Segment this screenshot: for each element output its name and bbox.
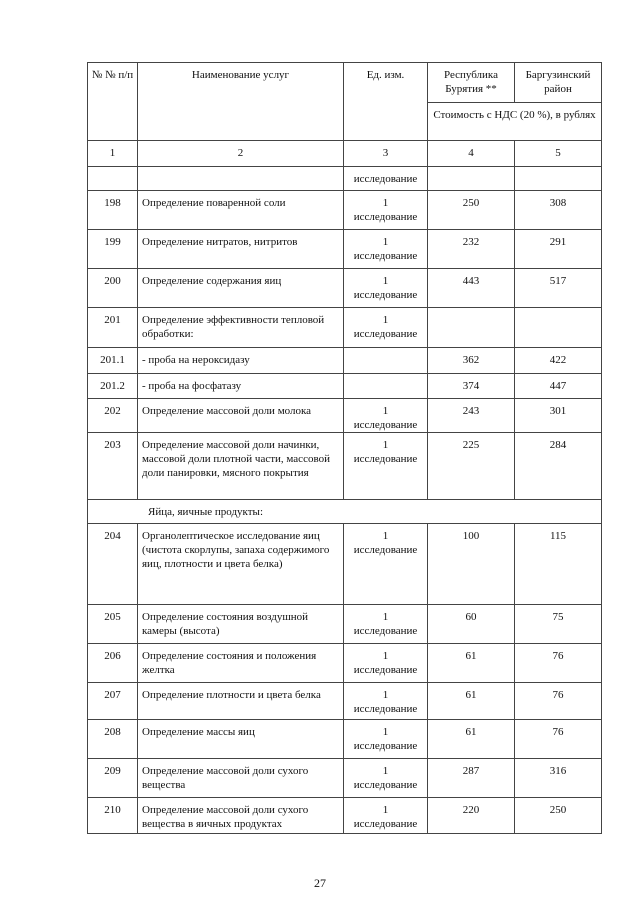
service-name	[138, 374, 344, 399]
price-republic-text	[428, 308, 514, 313]
row-number-text: 207	[104, 689, 121, 701]
price-republic	[428, 230, 515, 269]
unit-label: исследование	[353, 703, 418, 715]
row-number	[88, 191, 138, 230]
table-row	[88, 191, 602, 230]
row-number	[88, 433, 138, 500]
price-district-text	[515, 308, 601, 313]
price-republic	[428, 374, 515, 399]
price-republic	[428, 524, 515, 605]
price-district-text: 75	[552, 611, 564, 623]
row-number	[88, 798, 138, 834]
section-title: Яйца, яичные продукты:	[88, 500, 602, 524]
price-district-text: 76	[552, 726, 564, 738]
table-row	[88, 230, 602, 269]
unit-label: исследование	[353, 625, 418, 637]
service-name	[138, 230, 344, 269]
unit-quantity: 1	[382, 611, 389, 623]
price-district	[515, 230, 602, 269]
unit-cell	[344, 524, 428, 605]
table-row	[88, 167, 602, 191]
table-row	[88, 348, 602, 374]
table-row	[88, 524, 602, 605]
col-number-3: 3	[344, 141, 428, 167]
price-republic	[428, 759, 515, 798]
price-republic-text: 287	[462, 765, 480, 777]
price-republic-text: 220	[462, 804, 480, 816]
price-republic	[428, 191, 515, 230]
unit-cell	[344, 605, 428, 644]
unit-cell	[344, 308, 428, 348]
row-number-text: 201	[104, 314, 121, 326]
price-district	[515, 399, 602, 433]
service-name-text	[142, 167, 340, 172]
header-district: Баргузинский район	[515, 63, 602, 103]
header-cost: Стоимость с НДС (20 %), в рублях	[428, 103, 602, 141]
price-district-text: 76	[552, 650, 564, 662]
unit-label: исследование	[353, 211, 418, 223]
table-row	[88, 798, 602, 834]
row-number	[88, 644, 138, 683]
row-number	[88, 524, 138, 605]
row-number	[88, 308, 138, 348]
col-number-2: 2	[138, 141, 344, 167]
service-name	[138, 191, 344, 230]
col-number-5: 5	[515, 141, 602, 167]
service-name-text: - проба на нероксидазу	[142, 354, 250, 366]
service-name	[138, 167, 344, 191]
header-rb: Республика Бурятия **	[428, 63, 515, 103]
table-row	[88, 269, 602, 308]
price-republic-text: 443	[462, 275, 480, 287]
service-name-text: - проба на фосфатазу	[142, 380, 242, 392]
price-district-text: 422	[549, 354, 567, 366]
price-republic-text	[428, 167, 514, 172]
price-republic	[428, 348, 515, 374]
unit-quantity: 1	[382, 804, 389, 816]
unit-quantity: 1	[382, 726, 389, 738]
row-number-text	[88, 167, 137, 172]
price-republic-text: 60	[465, 611, 477, 623]
price-district-text: 250	[549, 804, 567, 816]
price-district-text: 316	[549, 765, 567, 777]
price-republic	[428, 399, 515, 433]
unit-cell	[344, 167, 428, 191]
unit-quantity: 1	[382, 197, 389, 209]
service-name	[138, 433, 344, 500]
row-number-text: 204	[104, 530, 121, 542]
unit-label: исследование	[353, 289, 418, 301]
service-name-text: Определение плотности и цвета белка	[142, 689, 321, 701]
price-republic	[428, 269, 515, 308]
unit-cell	[344, 348, 428, 374]
table-row	[88, 720, 602, 759]
row-number	[88, 348, 138, 374]
price-republic	[428, 605, 515, 644]
unit-quantity: 1	[382, 530, 389, 542]
unit-quantity: 1	[382, 236, 389, 248]
table-row	[88, 433, 602, 500]
price-district-text: 308	[549, 197, 567, 209]
unit-label: исследование	[353, 664, 418, 676]
page-number: 27	[314, 876, 326, 890]
row-number-text: 199	[104, 236, 121, 248]
price-republic	[428, 433, 515, 500]
service-name	[138, 605, 344, 644]
price-district-text: 284	[549, 439, 567, 451]
service-name	[138, 683, 344, 720]
price-table	[87, 62, 602, 834]
row-number	[88, 399, 138, 433]
col-number-1: 1	[88, 141, 138, 167]
service-name	[138, 798, 344, 834]
unit-label: исследование	[353, 328, 418, 340]
price-district	[515, 433, 602, 500]
service-name	[138, 348, 344, 374]
row-number-text: 208	[104, 726, 121, 738]
price-district	[515, 167, 602, 191]
price-district	[515, 798, 602, 834]
service-name	[138, 524, 344, 605]
unit-cell	[344, 374, 428, 399]
unit-cell	[344, 230, 428, 269]
unit-label: исследование	[353, 173, 418, 185]
price-district	[515, 759, 602, 798]
row-number-text: 198	[104, 197, 121, 209]
unit-cell	[344, 720, 428, 759]
price-republic-text: 225	[462, 439, 480, 451]
price-district	[515, 644, 602, 683]
service-name-text: Определение массовой доли сухого вещества в яичных продуктах	[142, 804, 309, 830]
table-row	[88, 644, 602, 683]
unit-cell	[344, 644, 428, 683]
unit-quantity: 1	[382, 314, 389, 326]
row-number-text: 201.2	[100, 380, 125, 392]
price-republic	[428, 720, 515, 759]
row-number-text: 210	[104, 804, 121, 816]
unit-label: исследование	[353, 818, 418, 830]
row-number	[88, 605, 138, 644]
row-number-text: 205	[104, 611, 121, 623]
row-number	[88, 230, 138, 269]
price-district	[515, 524, 602, 605]
price-republic	[428, 798, 515, 834]
price-district-text: 301	[549, 405, 567, 417]
price-republic	[428, 167, 515, 191]
unit-cell	[344, 269, 428, 308]
unit-cell	[344, 399, 428, 433]
service-name-text: Определение поваренной соли	[142, 197, 286, 209]
unit-quantity: 1	[382, 405, 389, 417]
price-district	[515, 720, 602, 759]
price-republic-text: 232	[462, 236, 480, 248]
unit-cell	[344, 798, 428, 834]
service-name-text: Определение нитратов, нитритов	[142, 236, 298, 248]
row-number	[88, 683, 138, 720]
price-republic-text: 374	[462, 380, 480, 392]
price-republic	[428, 644, 515, 683]
unit-quantity: 1	[382, 689, 389, 701]
price-district-text: 76	[552, 689, 564, 701]
unit-quantity: 1	[382, 439, 389, 451]
price-district-text: 447	[549, 380, 567, 392]
unit-label: исследование	[353, 779, 418, 791]
row-number	[88, 759, 138, 798]
row-number-text: 209	[104, 765, 121, 777]
service-name	[138, 269, 344, 308]
unit-cell	[344, 759, 428, 798]
unit-cell	[344, 191, 428, 230]
price-republic-text: 243	[462, 405, 480, 417]
price-district	[515, 191, 602, 230]
service-name-text: Органолептическое исследование яиц (чистота скорлупы, запаха содержимого яиц, плотности и цвета белка)	[142, 530, 330, 570]
price-district-text: 291	[549, 236, 567, 248]
table-row	[88, 374, 602, 399]
price-republic-text: 250	[462, 197, 480, 209]
price-district	[515, 308, 602, 348]
unit-quantity: 1	[382, 765, 389, 777]
service-name	[138, 644, 344, 683]
unit-quantity: 1	[382, 650, 389, 662]
price-republic-text: 100	[462, 530, 480, 542]
service-name-text: Определение массовой доли начинки, массовой доли плотной части, массовой доли панировки, мясного покрытия	[142, 439, 330, 479]
table-row	[88, 605, 602, 644]
row-number-text: 203	[104, 439, 121, 451]
row-number-text: 200	[104, 275, 121, 287]
price-republic-text: 61	[465, 650, 477, 662]
price-district	[515, 605, 602, 644]
price-republic-text: 61	[465, 689, 477, 701]
unit-cell	[344, 433, 428, 500]
price-republic	[428, 683, 515, 720]
service-name	[138, 399, 344, 433]
price-republic	[428, 308, 515, 348]
row-number	[88, 374, 138, 399]
price-district	[515, 269, 602, 308]
service-name	[138, 759, 344, 798]
price-republic-text: 61	[465, 726, 477, 738]
price-republic-text: 362	[462, 354, 480, 366]
row-number-text: 201.1	[100, 354, 125, 366]
price-district-text	[515, 167, 601, 172]
service-name	[138, 308, 344, 348]
unit-quantity: 1	[382, 275, 389, 287]
row-number-text: 206	[104, 650, 121, 662]
table-row	[88, 308, 602, 348]
service-name-text: Определение содержания яиц	[142, 275, 282, 287]
section-row	[88, 500, 602, 524]
unit-label: исследование	[353, 740, 418, 752]
service-name-text: Определение эффективности тепловой обработки:	[142, 314, 325, 340]
service-name	[138, 720, 344, 759]
price-district	[515, 348, 602, 374]
row-number	[88, 720, 138, 759]
price-district	[515, 683, 602, 720]
table-row	[88, 759, 602, 798]
price-district	[515, 374, 602, 399]
service-name-text: Определение массовой доли сухого вещества	[142, 765, 309, 791]
unit-label: исследование	[353, 544, 418, 556]
header-unit: Ед. изм.	[344, 63, 428, 141]
column-number-row	[88, 141, 602, 167]
unit-label: исследование	[353, 453, 418, 465]
header-num: № № п/п	[88, 63, 138, 141]
service-name-text: Определение массы яиц	[142, 726, 255, 738]
unit-label: исследование	[353, 250, 418, 262]
row-number-text: 202	[104, 405, 121, 417]
col-number-4: 4	[428, 141, 515, 167]
table-row	[88, 399, 602, 433]
unit-label: исследование	[353, 419, 418, 431]
table-row	[88, 683, 602, 720]
service-name-text: Определение состояния и положения желтка	[142, 650, 317, 676]
row-number	[88, 269, 138, 308]
service-name-text: Определение массовой доли молока	[142, 405, 312, 417]
price-district-text: 517	[549, 275, 567, 287]
price-district-text: 115	[549, 530, 567, 542]
header-row	[88, 63, 602, 103]
service-name-text: Определение состояния воздушной камеры (высота)	[142, 611, 309, 637]
unit-cell	[344, 683, 428, 720]
header-name: Наименование услуг	[138, 63, 344, 141]
row-number	[88, 167, 138, 191]
